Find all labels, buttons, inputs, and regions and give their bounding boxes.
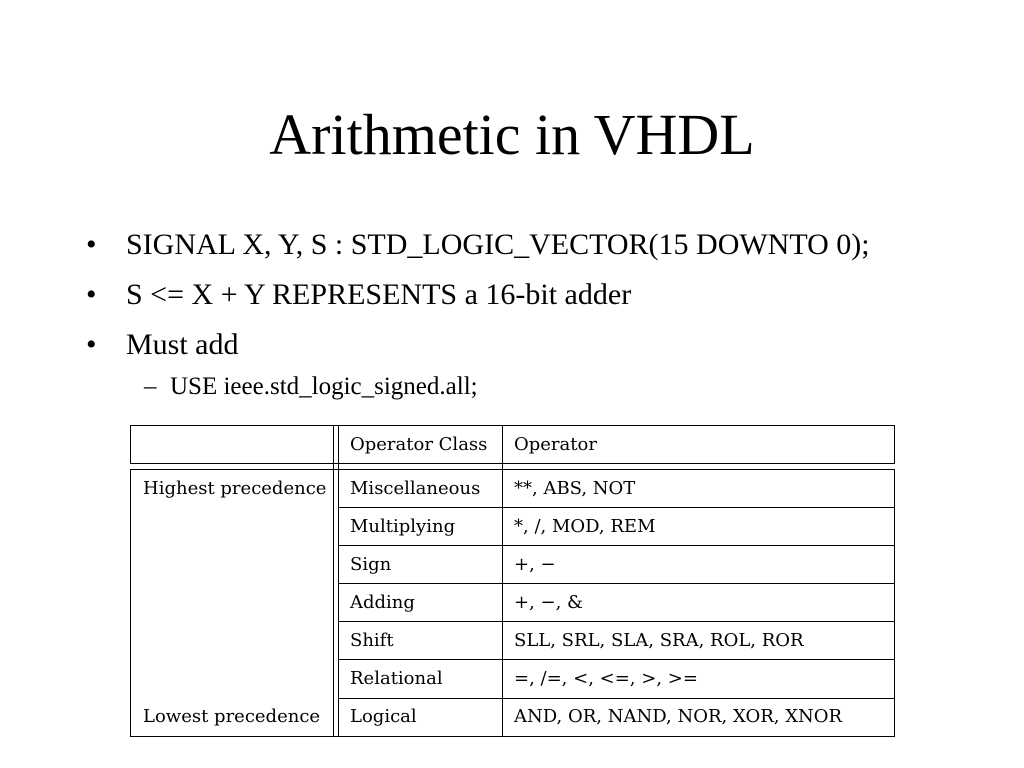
row-class: Sign	[350, 554, 392, 575]
row-class: Shift	[350, 630, 394, 651]
bullet-list	[86, 228, 1006, 402]
bullet-marker: •	[86, 328, 97, 361]
bullet-adder	[86, 278, 1006, 312]
row-class: Multiplying	[350, 516, 456, 537]
bullet-marker: •	[86, 228, 97, 261]
row-operators: =, /=, <, <=, >, >=	[514, 668, 698, 689]
sub-bullet-text: USE ieee.std_logic_signed.all;	[170, 373, 478, 400]
bullet-marker: •	[86, 278, 97, 311]
row-operators: *, /, MOD, REM	[514, 516, 656, 537]
row-class: Adding	[350, 592, 415, 613]
column-rule	[502, 425, 503, 737]
bullet-text: Must add	[126, 328, 239, 361]
row-operators: **, ABS, NOT	[514, 478, 636, 499]
row-operators: +, −	[514, 554, 556, 575]
row-class: Miscellaneous	[350, 478, 481, 499]
row-rule	[338, 659, 895, 660]
header-operator-class: Operator Class	[350, 434, 488, 455]
bullet-text: S <= X + Y REPRESENTS a 16-bit adder	[126, 278, 632, 311]
row-rule	[338, 621, 895, 622]
row-rule	[338, 545, 895, 546]
bullet-signal-declaration	[86, 228, 1006, 262]
sub-bullet-use-clause	[86, 372, 1006, 402]
slide-title: Arithmetic in VHDL	[269, 102, 755, 167]
row-class: Logical	[350, 706, 417, 727]
row-class: Relational	[350, 668, 443, 689]
row-operators: +, −, &	[514, 592, 584, 613]
row-operators: AND, OR, NAND, NOR, XOR, XNOR	[514, 706, 843, 727]
sub-bullet-marker: –	[144, 373, 157, 400]
table-header-frame	[130, 425, 895, 464]
header-operator: Operator	[514, 434, 597, 455]
row-rule	[338, 583, 895, 584]
bullet-text: SIGNAL X, Y, S : STD_LOGIC_VECTOR(15 DOWNTO 0);	[126, 228, 870, 261]
row-operators: SLL, SRL, SLA, SRA, ROL, ROR	[514, 630, 804, 651]
column-rule	[333, 425, 334, 737]
bullet-must-add	[86, 328, 1006, 362]
column-rule	[338, 425, 339, 737]
table-body-frame	[130, 469, 895, 737]
row-rule	[338, 507, 895, 508]
row-rule	[338, 698, 895, 699]
highest-precedence-label: Highest precedence	[143, 478, 327, 499]
lowest-precedence-label: Lowest precedence	[143, 706, 321, 727]
